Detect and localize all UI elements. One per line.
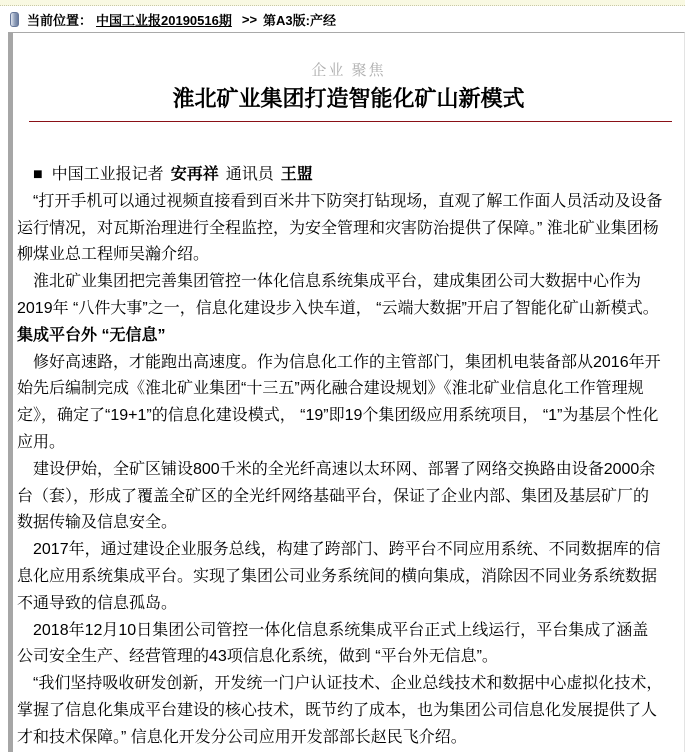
byline-middle: 通讯员 <box>225 166 274 183</box>
paragraph: “打开手机可以通过视频直接看到百米井下防突打钻现场，直观了解工作面人员活动及设备运行情况，对瓦斯治理进行全程监控，为安全管理和灾害防治提供了保障。” 淮北矿业集团杨柳煤业总工程师吴瀚介绍。 <box>17 192 663 264</box>
article-body <box>13 122 684 752</box>
breadcrumb-edition-link[interactable]: 第A3版:产经 <box>263 12 336 28</box>
paragraph: 2017年，通过建设企业服务总线，构建了跨部门、跨平台不同应用系统、不同数据库的信息化应用系统集成平台。实现了集团公司业务系统间的横向集成，消除因不同业务系统数据不通导致的信息孤岛。 <box>17 541 661 612</box>
breadcrumb-label: 当前位置： <box>27 12 93 28</box>
byline-square-icon: ■ <box>33 166 43 183</box>
breadcrumb-separator: >> <box>241 11 258 27</box>
paragraph: 淮北矿业集团把完善集团管控一体化信息系统集成平台，建成集团公司大数据中心作为2019年 “八件大事”之一，信息化建设步入快车道， “云端大数据”开启了智能化矿山新模式。 <box>17 273 659 317</box>
breadcrumb <box>0 6 685 32</box>
paragraph: 修好高速路，才能跑出高速度。作为信息化工作的主管部门，集团机电装备部从2016年开始先后编制完成《淮北矿业集团“十三五”两化融合建设规划》《淮北矿业信息化工作管理规定》，确定了“19+1”的信息化建设模式， “19”即19个集团级应用系统项目， “1”为基层个性化应用。 <box>17 353 661 451</box>
byline-reporter: 安再祥 <box>170 166 219 183</box>
article-title: 淮北矿业集团打造智能化矿山新模式 <box>172 86 525 111</box>
article-panel <box>8 32 685 752</box>
paragraph: 2018年12月10日集团公司管控一体化信息系统集成平台正式上线运行，平台集成了涵盖公司安全生产、经营管理的43项信息化系统，做到 “平台外无信息”。 <box>17 621 649 666</box>
article-kicker: 企业 聚焦 <box>311 62 386 79</box>
paragraph: “我们坚持吸收研发创新，开发统一门户认证技术、企业总线技术和数据中心虚拟化技术，掌握了信息化集成平台建设的核心技术，既节约了成本，也为集团公司信息化发展提供了人才和技术保障。” 信息化开发分公司应用开发部部长赵民飞介绍。 <box>17 675 663 746</box>
byline-prefix: 中国工业报记者 <box>51 166 164 183</box>
byline-correspondent: 王盟 <box>280 166 313 183</box>
breadcrumb-issue-link[interactable]: 中国工业报20190516期 <box>96 12 232 28</box>
section-subhead: 集成平台外 “无信息” <box>17 326 166 344</box>
bullet-icon <box>10 12 19 27</box>
paragraph: 建设伊始，全矿区铺设800千米的全光纤高速以太环网、部署了网络交换路由设备2000余台（套），形成了覆盖全矿区的全光纤网络基础平台，保证了企业内部、集团及基层矿厂的数据传输及信息安全。 <box>17 460 656 532</box>
byline <box>17 162 664 189</box>
